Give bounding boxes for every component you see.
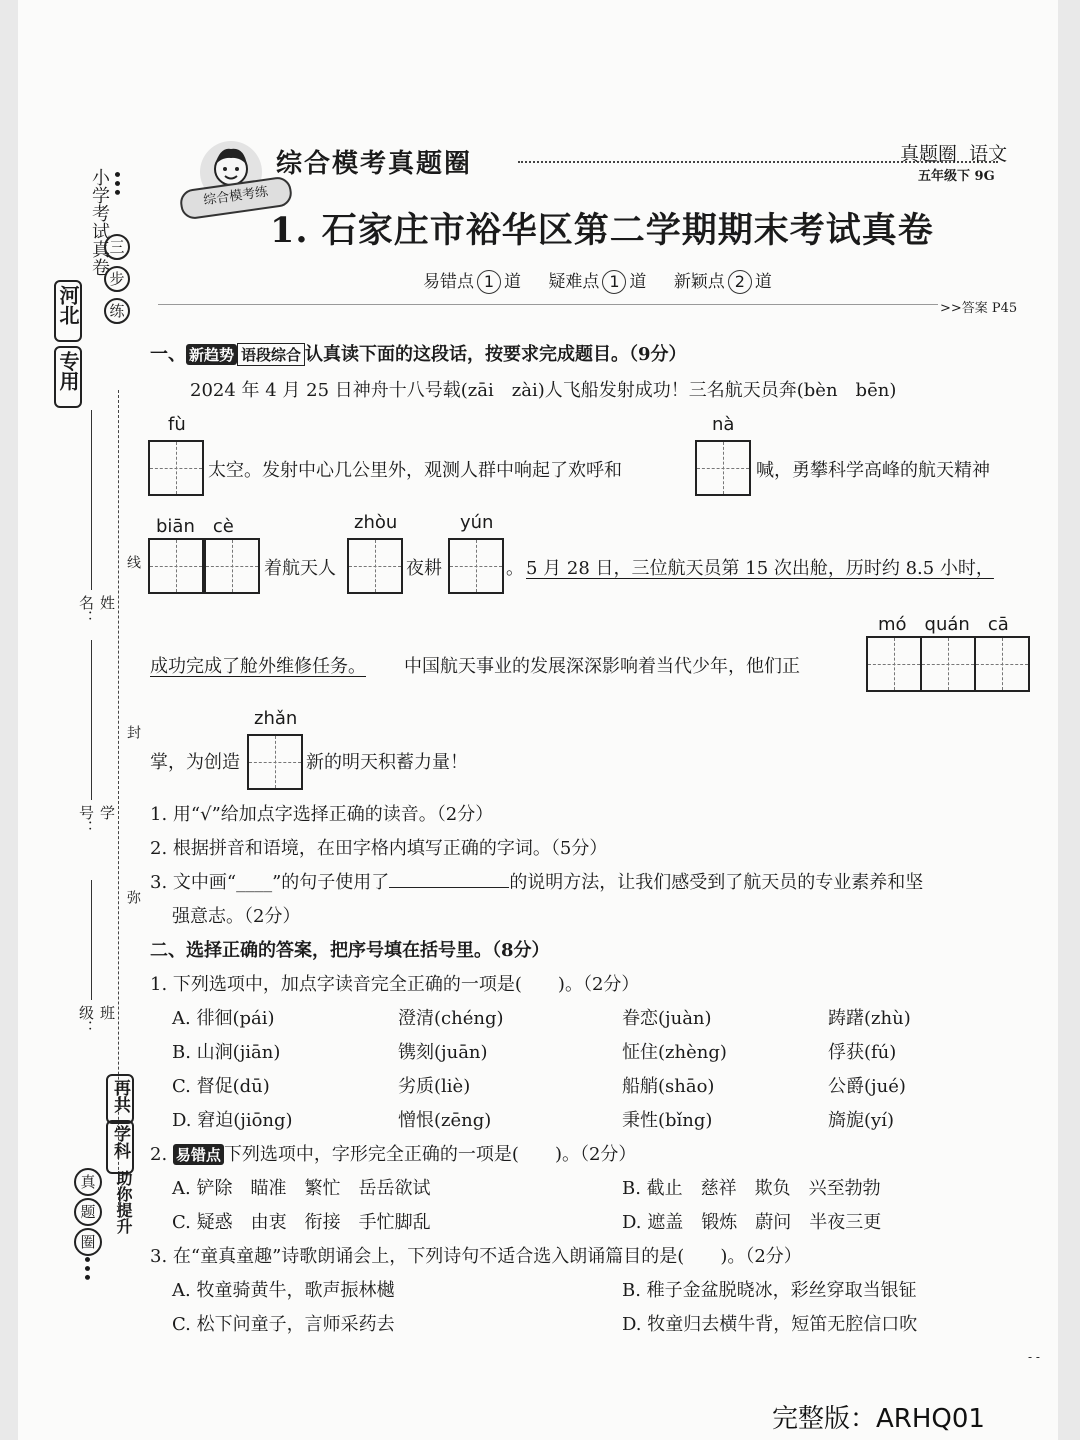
step-3: 练 <box>104 298 130 324</box>
passage-line-5a: 掌，为创造 <box>150 752 240 773</box>
slogan-box-1: 学科 <box>106 1120 134 1174</box>
s1-question-1: 1. 用“√”给加点字选择正确的读音。（2分） <box>150 804 494 825</box>
s2q2-option-a[interactable]: A. 铲除 瞄准 繁忙 岳岳欲试 <box>172 1178 431 1199</box>
region-label: 河北 <box>54 280 82 342</box>
pinyin-moquanca: mó quán cā <box>878 614 1009 635</box>
id-line <box>91 640 92 800</box>
section1-heading: 一、 新趋势 语段综合 认真读下面的这段话，按要求完成题目。（9分） <box>150 344 687 365</box>
s1-question-2: 2. 根据拼音和语境，在田字格内填写正确的字词。（5分） <box>150 838 608 859</box>
passage-line-3d: 5 月 28 日，三位航天员第 15 次出舱，历时约 8.5 小时， <box>526 558 994 579</box>
cut-char-2: 封 <box>125 725 141 739</box>
left-margin <box>46 160 146 1330</box>
badge-ribbon: 综合模考练 <box>178 175 293 220</box>
char-box-ce[interactable] <box>204 538 260 594</box>
char-box-yun[interactable] <box>448 538 504 594</box>
passage-line-4b: 中国航天事业的发展深深影响着当代少年，他们正 <box>404 656 800 677</box>
s1-question-3-cont: 强意志。（2分） <box>172 906 301 927</box>
class-line <box>91 880 92 1000</box>
step-2: 步 <box>104 266 130 292</box>
pinyin-na: nà <box>712 414 735 435</box>
header-series <box>900 139 1007 166</box>
header-banner: 综合模考真题圈 <box>276 149 473 179</box>
exam-page: 河北 专用 小学考试真卷 ••• 三 步 练 线 封 弥 姓名： 学号： 班级： 真 题 圈 学科 再共 助你提升 ••• 综合模考练 综合模考真题圈 真题圈 语文 五年级下 9G 1. 石家庄市裕华区第二学期期末考试真卷 易错点 1 道 疑难点 1 道 新颖点 2 道 >>答案 P45 一、 新趋势 语段综合 认真读下面的这段话，按要求完成题目。（9分） 2024 年 4 月 25 日神舟十八号载(zāi zài)人飞船发射成功！三名航天员奔(bèn bēn) fù 太空。发射中心几公里外，观测人群中响起了欢呼和 nà 喊，勇攀科学高峰的航天精神 biān cè 着航天人 zhòu 夜耕 yún 。 5 月 28 日，三位航天员第 15 次出舱，历时约 8.5 小时， mó quán cā 成功完成了舱外维修任务。 中国航天事业的发展深深影响着当代少年，他们正 zhǎn 掌，为创造 新的明天积蓄力量！ 1. 用“√”给加点字选择正确的读音。（2分） 2. 根据拼音和语境，在田字格内填写正确的字词。（5分） 3. 文中画“____”的句子使用了 的说明方法，让我们感受到了航天员的专业素养和坚 强意志。（2分） 二、选择正确的答案，把序号填在括号里。（8分） 1. 下列选项中，加点字读音完全正确的一项是( )。（2分） A. 徘徊(pái) 澄清(chéng) 眷恋(juàn) 踌躇(zhù) B. 山涧(jiān) 镌刻(juān) 怔住(zhèng) 俘获(fú) C. 督促(dū) 劣质(liè) 船艄(shāo) 公爵(jué) D. 窘迫(jiōng) 憎恨(zēng) 秉性(bǐng) 旖旎(yí) 2. 易错点 下列选项中，字形完全正确的一项是( )。（2分） A. 铲除 瞄准 繁忙 岳岳欲试 B. 截止 慈祥 欺负 兴至勃勃 C. 疑惑 由衷 衔接 手忙脚乱 D. 遮盖 锻炼 蔚问 半夜三更 3. 在“童真童趣”诗歌朗诵会上，下列诗句不适合选入朗诵篇目的是( )。（2分） A. 牧童骑黄牛，歌声振林樾 B. 稚子金盆脱晓冰，彩丝穿取当银钲 C. 松下问童子，言师采药去 D. 牧童归去横牛背，短笛无腔信口吹 - - <box>18 0 1058 1440</box>
region-brand <box>54 280 82 408</box>
trend-tag: 新趋势 <box>186 344 237 365</box>
series-dots: ••• <box>108 170 124 197</box>
s1-question-3: 3. 文中画“____”的句子使用了 的说明方法，让我们感受到了航天员的专业素养和坚 <box>150 872 924 893</box>
name-line <box>91 410 92 590</box>
passage-line-1: 2024 年 4 月 25 日神舟十八号载(zāi zài)人飞船发射成功！三名航天员奔(bèn bēn) <box>190 380 897 401</box>
cut-char-1: 线 <box>125 555 141 569</box>
pinyin-biance: biān cè <box>156 516 234 537</box>
char-box-fu[interactable] <box>148 440 204 496</box>
stats-row <box>423 267 772 294</box>
section2-heading: 二、选择正确的答案，把序号填在括号里。（8分） <box>150 940 550 961</box>
char-box-quan[interactable] <box>920 636 976 692</box>
s2q3-option-c[interactable]: C. 松下问童子，言师采药去 <box>172 1314 395 1335</box>
stat-easy-wrong: 易错点 1 道 <box>423 272 521 292</box>
s2q3-option-b[interactable]: B. 稚子金盆脱晓冰，彩丝穿取当银钲 <box>622 1280 917 1301</box>
passage-line-2a: 太空。发射中心几公里外，观测人群中响起了欢呼和 <box>208 460 622 481</box>
char-box-mo[interactable] <box>866 636 922 692</box>
pinyin-yun: yún <box>460 512 494 533</box>
name-label: 姓名： <box>77 595 116 625</box>
option-d[interactable]: D. 窘迫(jiōng) <box>172 1110 293 1131</box>
char-box-bian[interactable] <box>148 538 204 594</box>
passage-line-4a: 成功完成了舱外维修任务。 <box>150 656 366 677</box>
series-line: 小学考试真卷 <box>89 168 110 276</box>
corner-mark: - - <box>1028 1350 1040 1364</box>
stat-novel: 新颖点 2 道 <box>673 272 772 292</box>
passage-line-3c: 。 <box>506 558 524 579</box>
s2-question-3: 3. 在“童真童趣”诗歌朗诵会上，下列诗句不适合选入朗诵篇目的是( )。（2分） <box>150 1246 802 1267</box>
cut-char-3: 弥 <box>125 890 141 904</box>
pinyin-zhou: zhòu <box>354 512 398 533</box>
s2-question-1: 1. 下列选项中，加点字读音完全正确的一项是( )。（2分） <box>150 974 640 995</box>
brand-dots: ••• <box>78 1255 94 1282</box>
step-1: 三 <box>104 234 130 260</box>
option-a[interactable]: A. 徘徊(pái) <box>172 1008 275 1029</box>
s2q3-option-a[interactable]: A. 牧童骑黄牛，歌声振林樾 <box>172 1280 395 1301</box>
brand-char-1: 真 <box>74 1168 102 1196</box>
char-box-ca[interactable] <box>974 636 1030 692</box>
s2q2-option-c[interactable]: C. 疑惑 由衷 衔接 手忙脚乱 <box>172 1212 431 1233</box>
slogan-text: 助你提升 <box>114 1170 133 1234</box>
header-rule <box>158 304 938 305</box>
class-label: 班级： <box>77 1005 116 1035</box>
grade-label: 五年级下 9G <box>918 169 995 184</box>
char-box-na[interactable] <box>695 440 751 496</box>
brand-char-2: 题 <box>74 1198 102 1226</box>
bottom-brand <box>54 1079 144 1282</box>
series-name: 真题圈 <box>900 143 958 165</box>
s2q3-option-d[interactable]: D. 牧童归去横牛背，短笛无腔信口吹 <box>622 1314 918 1335</box>
s2-question-2: 2. 易错点 下列选项中，字形完全正确的一项是( )。（2分） <box>150 1144 637 1165</box>
use-label: 专用 <box>54 346 82 408</box>
error-prone-tag: 易错点 <box>173 1144 224 1165</box>
pinyin-zhan: zhǎn <box>254 708 298 729</box>
passage-line-3a: 着航天人 <box>264 558 336 579</box>
char-box-zhou[interactable] <box>347 538 403 594</box>
subject-name: 语文 <box>969 143 1008 165</box>
answer-ref: >>答案 P45 <box>940 301 1018 316</box>
passage-line-3b: 夜耕 <box>406 558 442 579</box>
passage-line-5b: 新的明天积蓄力量！ <box>306 752 468 773</box>
brand-char-3: 圈 <box>74 1228 102 1256</box>
option-c[interactable]: C. 督促(dū) <box>172 1076 270 1097</box>
header <box>158 135 1038 295</box>
version-watermark: 完整版：ARHQ01 <box>772 1404 985 1434</box>
s2q2-option-b[interactable]: B. 截止 慈祥 欺负 兴至勃勃 <box>622 1178 881 1199</box>
char-box-zhan[interactable] <box>247 734 303 790</box>
passage-line-2b: 喊，勇攀科学高峰的航天精神 <box>756 460 990 481</box>
id-label: 学号： <box>77 805 116 835</box>
pinyin-fu: fù <box>168 414 186 435</box>
option-b[interactable]: B. 山涧(jiān) <box>172 1042 281 1063</box>
paragraph-tag: 语段综合 <box>237 343 305 366</box>
page-title: 1. 石家庄市裕华区第二学期期末考试真卷 <box>270 210 934 251</box>
answer-blank[interactable] <box>389 887 509 888</box>
s2q2-option-d[interactable]: D. 遮盖 锻炼 蔚问 半夜三更 <box>622 1212 882 1233</box>
stat-difficult: 疑难点 1 道 <box>548 272 647 292</box>
slogan-box-2: 再共 <box>106 1074 134 1124</box>
